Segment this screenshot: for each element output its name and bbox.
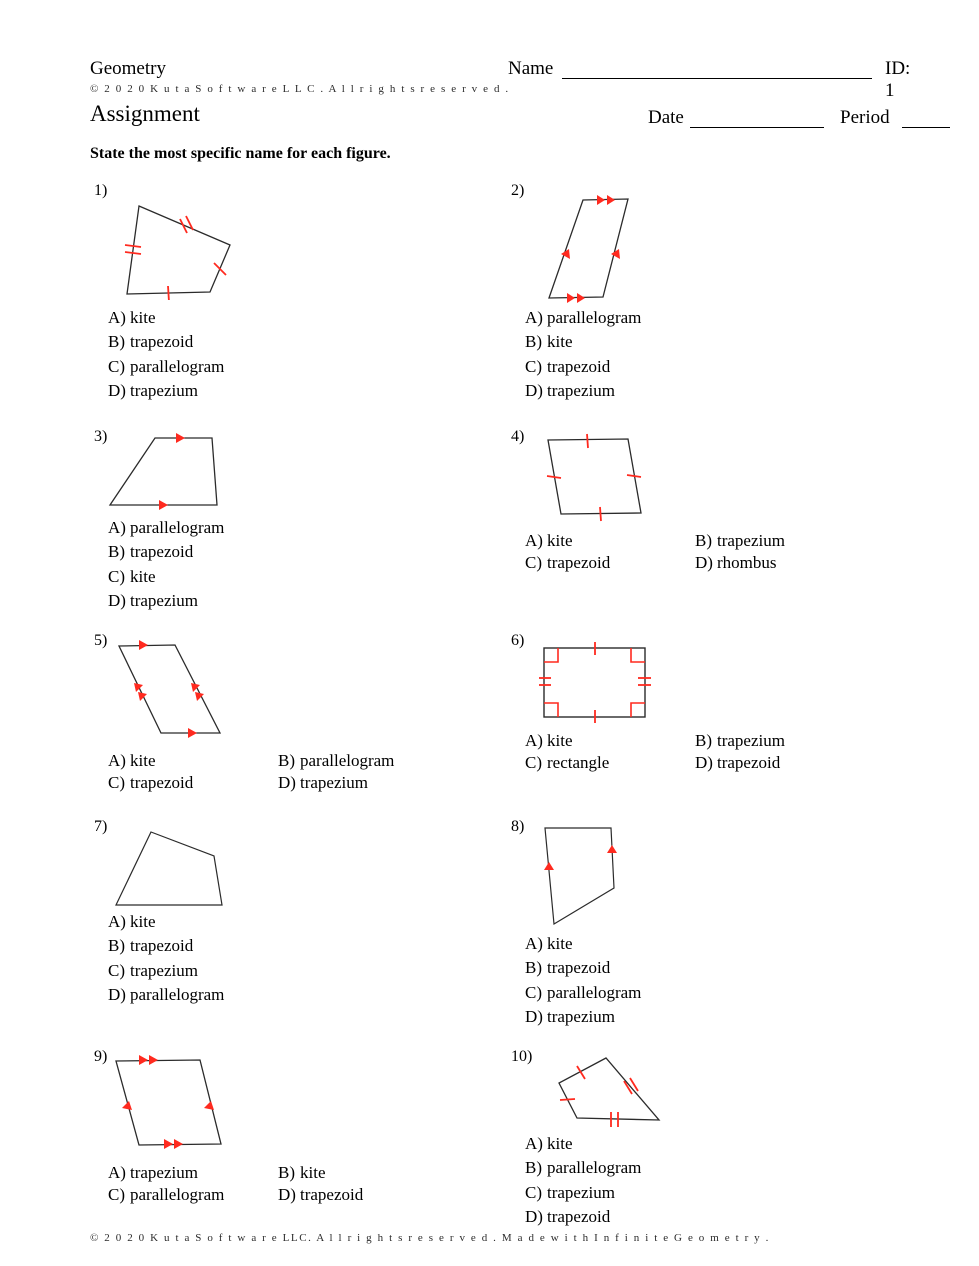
choice-b[interactable] — [108, 934, 224, 958]
name-field[interactable] — [562, 78, 872, 79]
choice-b[interactable] — [525, 330, 641, 354]
choice-letter: A) — [108, 751, 126, 770]
choice-a[interactable] — [525, 1132, 641, 1156]
choice-letter: C) — [108, 566, 125, 586]
choice-letter: D) — [525, 1006, 543, 1026]
choice-text: trapezium — [547, 1182, 615, 1202]
choice-a[interactable] — [108, 516, 224, 540]
choice-a[interactable] — [525, 530, 695, 552]
choice-letter: B) — [108, 332, 125, 352]
choice-d[interactable] — [278, 772, 448, 794]
choice-a[interactable] — [525, 306, 641, 330]
choice-c[interactable] — [108, 355, 224, 379]
problem-number: 10) — [511, 1048, 533, 1065]
problem-number: 6) — [511, 632, 525, 649]
choice-letter: A) — [525, 731, 543, 750]
choice-letter: A) — [525, 308, 543, 327]
name-label: Name — [508, 58, 554, 79]
figure-plain-quadrilateral — [104, 824, 254, 924]
choice-a[interactable] — [108, 750, 278, 772]
choice-text: kite — [130, 751, 156, 770]
choice-text: parallelogram — [130, 1184, 225, 1204]
choice-text: parallelogram — [130, 984, 225, 1004]
choice-letter: C) — [525, 552, 542, 572]
figure-parallelogram-arrows-slant — [108, 638, 258, 748]
choice-letter: B) — [525, 958, 542, 978]
choice-c[interactable] — [108, 1184, 278, 1206]
choice-letter: B) — [695, 531, 712, 550]
choices-list — [525, 730, 865, 773]
choice-letter: A) — [108, 308, 126, 327]
choice-c[interactable] — [525, 981, 641, 1005]
choice-text: parallelogram — [130, 518, 225, 537]
choices-list — [525, 1132, 641, 1229]
choice-letter: C) — [108, 772, 125, 792]
choice-text: kite — [547, 332, 573, 352]
choice-letter: B) — [525, 332, 542, 352]
choice-d[interactable] — [108, 379, 224, 403]
choice-text: trapezoid — [130, 936, 194, 956]
choice-d[interactable] — [108, 589, 224, 613]
choice-text: trapezoid — [130, 542, 194, 562]
choice-letter: C) — [525, 356, 542, 376]
problem-number: 7) — [94, 818, 108, 835]
choice-text: trapezoid — [130, 332, 194, 352]
choice-text: trapezium — [130, 380, 198, 400]
choice-letter: B) — [695, 731, 712, 750]
choice-text: parallelogram — [547, 982, 642, 1002]
figure-trapezoid-up-arrows — [531, 822, 671, 942]
choice-text: kite — [547, 1134, 573, 1153]
choice-text: trapezium — [300, 772, 368, 792]
choice-letter: B) — [278, 751, 295, 770]
worksheet-header — [90, 58, 911, 148]
choices-list — [108, 306, 224, 403]
choices-list — [525, 932, 641, 1029]
choice-b[interactable] — [695, 530, 865, 552]
choice-letter: B) — [108, 936, 125, 956]
choice-text: trapezoid — [547, 1206, 611, 1226]
problem-number: 8) — [511, 818, 525, 835]
problem-number: 4) — [511, 428, 525, 445]
choice-d[interactable] — [108, 983, 224, 1007]
choice-text: trapezoid — [547, 958, 611, 978]
choice-c[interactable] — [108, 959, 224, 983]
choice-b[interactable] — [695, 730, 865, 752]
choice-text: trapezoid — [717, 752, 781, 772]
choice-text: rhombus — [717, 552, 777, 572]
choice-text: trapezoid — [130, 772, 194, 792]
choice-c[interactable] — [108, 772, 278, 794]
problem-number: 3) — [94, 428, 108, 445]
choice-d[interactable] — [695, 552, 865, 574]
choice-a[interactable] — [525, 932, 641, 956]
choice-c[interactable] — [108, 565, 224, 589]
choice-b[interactable] — [525, 1156, 641, 1180]
choice-text: kite — [300, 1163, 326, 1182]
choice-letter: B) — [278, 1163, 295, 1182]
choice-text: trapezium — [547, 380, 615, 400]
period-label: Period — [840, 107, 890, 128]
choice-letter: C) — [108, 356, 125, 376]
choice-letter: A) — [525, 531, 543, 550]
choice-letter: D) — [108, 984, 126, 1004]
date-label: Date — [648, 107, 684, 128]
choice-letter: D) — [695, 752, 713, 772]
choice-text: trapezium — [547, 1006, 615, 1026]
choice-text: trapezium — [130, 590, 198, 610]
choice-letter: C) — [525, 982, 542, 1002]
choice-a[interactable] — [108, 1162, 278, 1184]
figure-rectangle-right-angles — [539, 642, 679, 737]
choice-text: parallelogram — [547, 308, 642, 327]
choice-text: parallelogram — [300, 751, 395, 770]
choice-text: trapezoid — [300, 1184, 364, 1204]
choices-list — [108, 516, 224, 613]
choice-letter: B) — [525, 1158, 542, 1178]
choice-text: trapezium — [130, 960, 198, 980]
problem-number: 1) — [94, 182, 108, 199]
figure-kite-ticks — [537, 1052, 687, 1142]
choice-text: parallelogram — [547, 1158, 642, 1178]
choice-text: trapezoid — [547, 356, 611, 376]
choices-list — [108, 1162, 448, 1205]
period-field[interactable] — [902, 127, 950, 128]
choice-c[interactable] — [525, 552, 695, 574]
choice-d[interactable] — [525, 379, 641, 403]
choice-d[interactable] — [695, 752, 865, 774]
choice-letter: A) — [108, 518, 126, 537]
choice-letter: A) — [108, 912, 126, 931]
problem-number: 9) — [94, 1048, 108, 1065]
directions-text: State the most specific name for each figure. — [90, 145, 391, 162]
choice-a[interactable] — [108, 306, 224, 330]
choices-list — [108, 750, 448, 793]
choice-letter: D) — [695, 552, 713, 572]
choice-letter: A) — [525, 934, 543, 953]
figure-parallelogram-arrows-upright — [108, 1054, 258, 1164]
figure-quadrilateral-ticks — [104, 190, 264, 305]
choice-text: kite — [130, 566, 156, 586]
choice-letter: A) — [525, 1134, 543, 1153]
choice-text: rectangle — [547, 752, 610, 772]
choice-letter: D) — [525, 1206, 543, 1226]
choice-letter: C) — [525, 752, 542, 772]
choices-list — [525, 306, 641, 403]
choice-c[interactable] — [525, 1181, 641, 1205]
choice-letter: C) — [108, 960, 125, 980]
header-copyright: © 2 0 2 0 K u t a S o f t w a r e L L C . A l l r i g h t s r e s e r v e d . — [90, 83, 510, 95]
choice-letter: C) — [525, 1182, 542, 1202]
choice-text: parallelogram — [130, 356, 225, 376]
choice-text: kite — [130, 912, 156, 931]
choice-text: kite — [547, 731, 573, 750]
choice-b[interactable] — [108, 330, 224, 354]
choice-text: kite — [130, 308, 156, 327]
problem-number: 5) — [94, 632, 108, 649]
choice-c[interactable] — [525, 752, 695, 774]
choice-b[interactable] — [278, 1162, 448, 1184]
choices-list — [108, 910, 224, 1007]
choice-letter: B) — [108, 542, 125, 562]
choice-text: trapezium — [717, 731, 785, 750]
id-label: ID: 1 — [885, 58, 911, 101]
choice-a[interactable] — [108, 910, 224, 934]
page-title: Assignment — [90, 101, 200, 126]
figure-trapezoid-arrows — [104, 432, 254, 527]
choice-a[interactable] — [525, 730, 695, 752]
choice-letter: D) — [278, 772, 296, 792]
choice-text: kite — [547, 531, 573, 550]
choice-letter: D) — [278, 1184, 296, 1204]
choice-d[interactable] — [525, 1205, 641, 1229]
subject-title: Geometry — [90, 58, 166, 79]
choice-text: trapezoid — [547, 552, 611, 572]
problem-number: 2) — [511, 182, 525, 199]
choice-letter: D) — [525, 380, 543, 400]
choice-b[interactable] — [525, 956, 641, 980]
choice-b[interactable] — [108, 540, 224, 564]
choices-list — [525, 530, 865, 573]
date-field[interactable] — [690, 127, 824, 128]
choice-text: trapezium — [717, 531, 785, 550]
choice-text: trapezium — [130, 1163, 198, 1182]
choice-letter: A) — [108, 1163, 126, 1182]
choice-letter: C) — [108, 1184, 125, 1204]
choice-letter: D) — [108, 380, 126, 400]
choice-c[interactable] — [525, 355, 641, 379]
figure-rhombus-ticks — [536, 432, 676, 532]
choice-letter: D) — [108, 590, 126, 610]
choice-d[interactable] — [278, 1184, 448, 1206]
figure-parallelogram-arrows-steep — [531, 192, 671, 317]
choice-d[interactable] — [525, 1005, 641, 1029]
choice-b[interactable] — [278, 750, 448, 772]
footer-copyright: © 2 0 2 0 K u t a S o f t w a r e LLC. A l l r i g h t s r e s e r v e d . M a d e w i t h I n f i n i t e G e o m e t r y . — [90, 1232, 770, 1244]
choice-text: kite — [547, 934, 573, 953]
